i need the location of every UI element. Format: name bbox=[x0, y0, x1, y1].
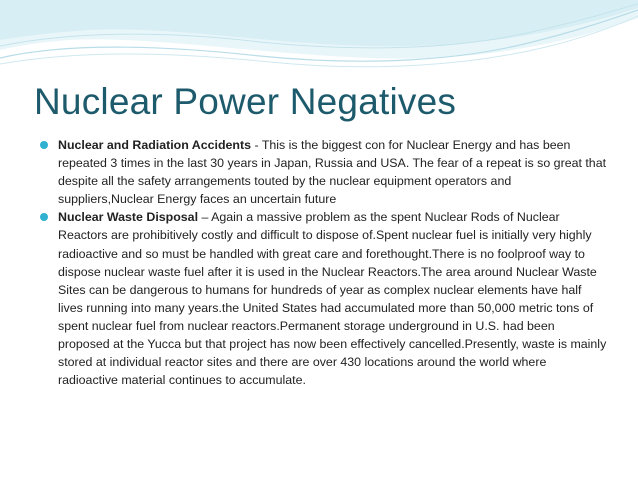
bullet-heading: Nuclear Waste Disposal bbox=[58, 210, 199, 225]
bullet-dot-icon bbox=[40, 141, 48, 149]
bullet-item bbox=[40, 208, 608, 389]
bullet-item bbox=[40, 136, 608, 208]
bullet-body: – Again a massive problem as the spent Nuclear Rods of Nuclear Reactors are prohibitively costly and difficult to dispose of.Spent nuclear fuel is initially very highly radioactive and so must be handled with great care and forethought.There is no foolproof way to dispose nuclear waste fuel after it is used in the Nuclear Reactors.The area around Nuclear Waste Sites can be dangerous to humans for hundreds of year as complex nuclear elements have half lives running into many years.the United States had accumulated more than 50,000 metric tons of spent nuclear fuel from nuclear reactors.Permanent storage underground in U.S. had been proposed at the Yucca but that project has now been effectively cancelled.Presently, waste is mainly stored at individual reactor sites and there are over 430 locations around the world where radioactive material continues to accumulate. bbox=[58, 210, 607, 388]
wave-header-decoration bbox=[0, 0, 638, 80]
bullet-list bbox=[40, 136, 608, 389]
bullet-heading: Nuclear and Radiation Accidents bbox=[58, 138, 252, 152]
bullet-body: - This is the biggest con for Nuclear Energy and has been repeated 3 times in the last 30 years in Japan, Russia and USA. The fear of a repeat is so great that despite all the safety arrangements touted by the nuclear equipment operators and suppliers,Nuclear Energy faces an uncertain future bbox=[58, 138, 607, 207]
bullet-dot-icon bbox=[40, 213, 48, 221]
slide-title: Nuclear Power Negatives bbox=[34, 81, 457, 122]
